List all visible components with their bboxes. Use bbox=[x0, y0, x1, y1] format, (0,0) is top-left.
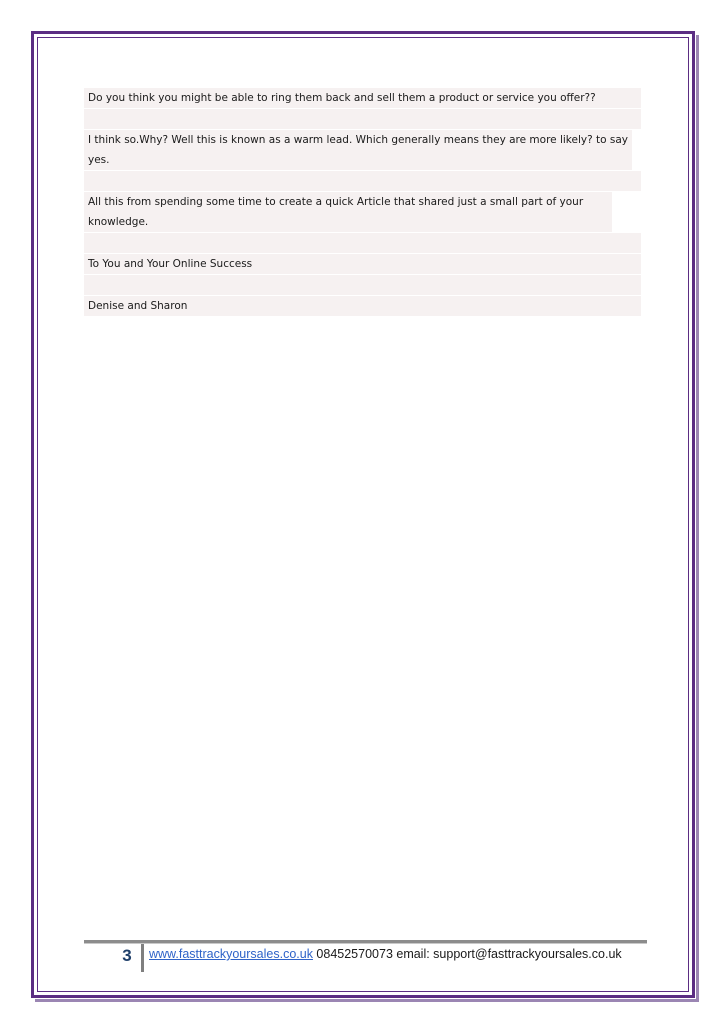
paragraph bbox=[84, 130, 632, 170]
paragraph-text: To You and Your Online Success bbox=[88, 258, 253, 270]
paragraph-spacer bbox=[84, 275, 641, 295]
paragraph-spacer bbox=[84, 233, 641, 253]
page-number: 3 bbox=[122, 946, 132, 965]
paragraph-text: I think so.Why? Well this is known as a warm lead. Which generally means they are more likely? to say yes. bbox=[88, 134, 629, 166]
paragraph-text: Do you think you might be able to ring them back and sell them a product or service you offer?? bbox=[88, 92, 596, 104]
footer-divider bbox=[141, 944, 144, 972]
footer-contact-line bbox=[149, 947, 622, 961]
paragraph bbox=[84, 254, 641, 274]
paragraph-spacer bbox=[84, 171, 641, 191]
document-body bbox=[84, 88, 641, 317]
paragraph bbox=[84, 296, 641, 316]
paragraph bbox=[84, 192, 612, 232]
website-link[interactable]: www.fasttrackyoursales.co.uk bbox=[149, 947, 313, 961]
contact-details: 08452570073 email: support@fasttrackyoursales.co.uk bbox=[312, 947, 622, 961]
paragraph bbox=[84, 88, 641, 108]
paragraph-spacer bbox=[84, 109, 641, 129]
paragraph-text: All this from spending some time to create a quick Article that shared just a small part of your knowledge. bbox=[88, 196, 584, 228]
paragraph-text: Denise and Sharon bbox=[88, 300, 188, 312]
footer-rule-light bbox=[84, 943, 647, 944]
